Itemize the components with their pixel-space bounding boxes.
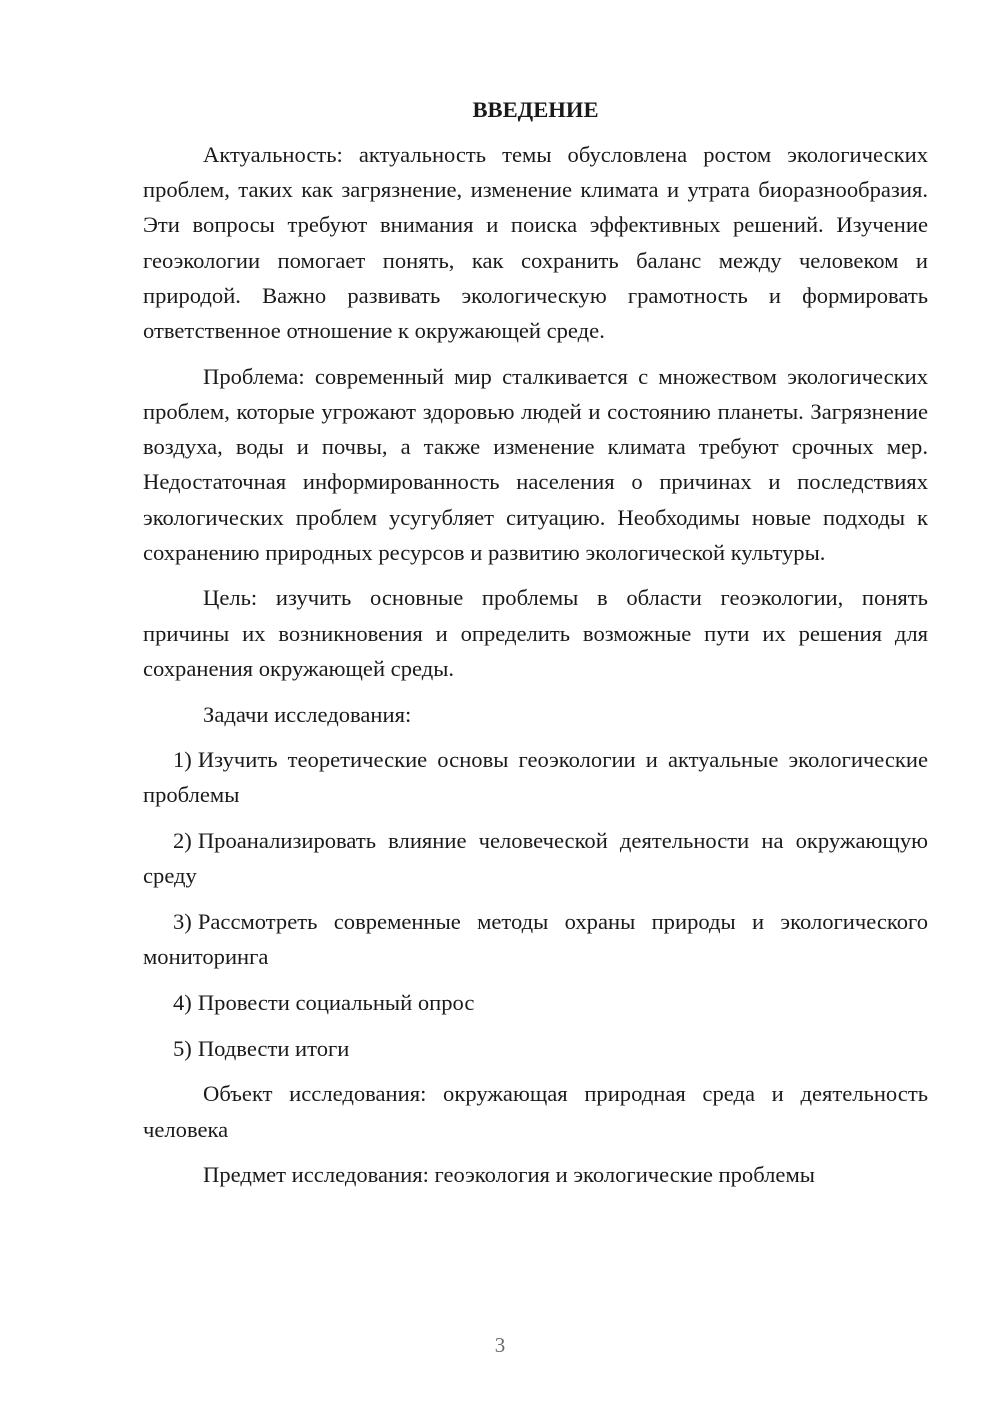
task-item-3 [143, 904, 928, 974]
task-number: 1) [173, 747, 192, 773]
paragraph-relevance: Актуальность: актуальность темы обусловлена ростом экологических проблем, таких как загрязнение, изменение климата и утрата биоразнообразия. Эти вопросы требуют внимания и поиска эффективных решений. Изучение геоэкологии помогает понять, как сохранить баланс между человеком и природой. Важно развивать экологическую грамотность и формировать ответственное отношение к окружающей среде. [143, 142, 928, 344]
task-item-2 [143, 823, 928, 893]
task-item-4 [143, 985, 928, 1020]
paragraph-problem: Проблема: современный мир сталкивается с множеством экологических проблем, которые угрожают здоровью людей и состоянию планеты. Загрязнение воздуха, воды и почвы, а также изменение климата требуют срочных мер. Недостаточная информированность населения о причинах и последствиях экологических проблем усугубляет ситуацию. Необходимы новые подходы к сохранению природных ресурсов и развитию экологической культуры. [143, 363, 928, 565]
task-text: Провести социальный опрос [197, 989, 475, 1015]
task-number: 5) [173, 1035, 192, 1061]
task-text: Изучить теоретические основы геоэкологии и актуальные экологические проблемы [143, 747, 928, 808]
paragraph-object: Объект исследования: окружающая природная среда и деятельность человека [143, 1081, 928, 1142]
paragraph-goal: Цель: изучить основные проблемы в области геоэкологии, понять причины их возникновения и определить возможные пути их решения для сохранения окружающей среды. [143, 585, 928, 681]
tasks-heading: Задачи исследования: [203, 701, 412, 727]
task-text: Подвести итоги [197, 1035, 350, 1061]
task-number: 2) [173, 828, 192, 854]
page-title: ВВЕДЕНИЕ [472, 97, 599, 122]
document-page [143, 92, 928, 1203]
paragraph-subject: Предмет исследования: геоэкология и экологические проблемы [203, 1162, 815, 1188]
task-number: 3) [173, 909, 192, 935]
task-text: Проанализировать влияние человеческой деятельности на окружающую среду [143, 828, 928, 889]
task-text: Рассмотреть современные методы охраны природы и экологического мониторинга [143, 909, 928, 970]
page-number: 3 [494, 1333, 506, 1357]
task-item-1 [143, 742, 928, 812]
task-number: 4) [173, 989, 192, 1015]
task-item-5 [143, 1031, 928, 1066]
